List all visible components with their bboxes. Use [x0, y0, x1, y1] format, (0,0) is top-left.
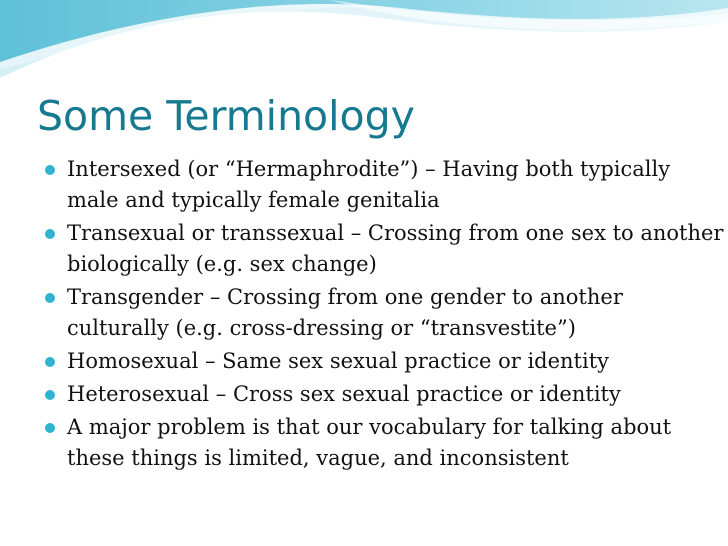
- bullet-item: [45, 379, 725, 410]
- bullet-item: [45, 154, 725, 216]
- bullet-item: [45, 218, 725, 280]
- bullet-dot-icon: [45, 229, 55, 239]
- bullet-list: [45, 154, 725, 476]
- header-wave-decoration: [0, 0, 728, 100]
- bullet-item: [45, 346, 725, 377]
- bullet-item: [45, 412, 725, 474]
- bullet-text: Homosexual – Same sex sexual practice or identity: [67, 349, 610, 373]
- bullet-text: A major problem is that our vocabulary for talking about these things is limited, vague, and inconsistent: [67, 415, 672, 470]
- bullet-dot-icon: [45, 390, 55, 400]
- bullet-dot-icon: [45, 423, 55, 433]
- bullet-dot-icon: [45, 165, 55, 175]
- bullet-text: Heterosexual – Cross sex sexual practice or identity: [67, 382, 621, 406]
- bullet-text: Intersexed (or “Hermaphrodite”) – Having both typically male and typically female genitalia: [67, 157, 671, 212]
- bullet-item: [45, 282, 725, 344]
- bullet-text: Transexual or transsexual – Crossing from one sex to another biologically (e.g. sex change): [67, 221, 724, 276]
- bullet-dot-icon: [45, 357, 55, 367]
- slide-title: Some Terminology: [37, 92, 415, 140]
- bullet-dot-icon: [45, 293, 55, 303]
- bullet-text: Transgender – Crossing from one gender to another culturally (e.g. cross-dressing or “transvestite”): [67, 285, 623, 340]
